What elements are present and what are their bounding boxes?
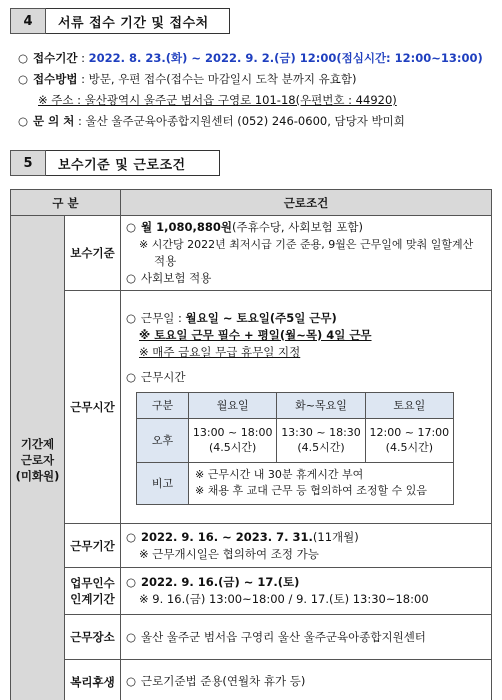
schedule-row-label: 오후: [137, 418, 189, 462]
group-label: 기간제 근로자 (미화원): [11, 216, 65, 700]
welfare-cell: [121, 660, 492, 700]
schedule-remark-label: 비고: [137, 462, 189, 504]
circle-bullet-icon: ○: [126, 310, 137, 325]
circle-bullet-icon: ○: [18, 51, 29, 65]
schedule-remark: ※ 근무시간 내 30분 휴게시간 부여 ※ 채용 후 교대 근무 등 협의하여 조정할 수 있음: [189, 462, 454, 504]
section-5-header: [10, 150, 220, 176]
pay-amount-detail: (주휴수당, 사회보험 포함): [232, 220, 364, 234]
conditions-table: [10, 189, 492, 700]
saturday-note: ※ 토요일 근무 필수 + 평일(월~목) 4일 근무: [139, 327, 372, 342]
address-note: ※ 주소 : 울산광역시 울주군 범서읍 구영로 101-18(우편번호 : 44920): [38, 93, 397, 107]
schedule-header: 토요일: [365, 392, 453, 418]
pay-note-cont: 적용: [154, 254, 177, 268]
handover-value: 2022. 9. 16.(금) ~ 17.(토): [141, 575, 300, 589]
schedule-cell: 12:00 ~ 17:00 (4.5시간): [365, 418, 453, 462]
receipt-method-line: ○ 접수방법 : 방문, 우편 접수(접수는 마감일시 도착 분까지 유효함): [18, 72, 357, 86]
circle-bullet-icon: ○: [18, 114, 29, 128]
inquiry-label: 문 의 처: [33, 114, 75, 128]
handover-label: 업무인수 인계기간: [65, 568, 121, 615]
pay-insurance: 사회보험 적용: [141, 271, 212, 285]
receipt-method-label: 접수방법: [33, 72, 78, 86]
period-note: ※ 근무개시일은 협의하여 조정 가능: [139, 546, 319, 561]
circle-bullet-icon: ○: [126, 674, 137, 688]
section-number: 5: [10, 150, 46, 176]
section-title: 서류 접수 기간 및 접수처: [46, 8, 230, 34]
pay-amount: 월 1,080,880원: [141, 220, 232, 234]
schedule-table: [136, 392, 454, 505]
welfare-label: 복리후생: [65, 660, 121, 700]
inquiry-value: 울산 울주군육아종합지원센터 (052) 246-0600, 담당자 박미희: [85, 114, 405, 128]
circle-bullet-icon: ○: [126, 220, 137, 234]
time-title: 근무시간: [141, 369, 186, 384]
schedule-cell: 13:00 ~ 18:00 (4.5시간): [189, 418, 277, 462]
circle-bullet-icon: ○: [126, 271, 137, 285]
receipt-period-value: 2022. 8. 23.(화) ~ 2022. 9. 2.(금) 12:00(점심시간: 12:00~13:00): [88, 51, 483, 65]
friday-note: ※ 매주 금요일 무급 휴무일 지정: [139, 344, 301, 359]
schedule-header: 구분: [137, 392, 189, 418]
workdays-value: 월요일 ~ 토요일(주5일 근무): [185, 310, 337, 325]
period-months: (11개월): [312, 529, 359, 544]
handover-cell: [121, 568, 492, 615]
pay-label: 보수기준: [65, 216, 121, 291]
welfare-value: 근로기준법 준용(연월차 휴가 등): [141, 674, 306, 688]
place-label: 근무장소: [65, 615, 121, 660]
schedule-cell: 13:30 ~ 18:30 (4.5시간): [277, 418, 365, 462]
hours-label: 근무시간: [65, 291, 121, 524]
circle-bullet-icon: ○: [126, 369, 137, 384]
schedule-header: 월요일: [189, 392, 277, 418]
schedule-header: 화~목요일: [277, 392, 365, 418]
place-value: 울산 울주군 범서읍 구영리 울산 울주군육아종합지원센터: [141, 629, 426, 644]
section-number: 4: [10, 8, 46, 34]
receipt-method-value: 방문, 우편 접수(접수는 마감일시 도착 분까지 유효함): [88, 72, 357, 86]
pay-cell: [121, 216, 492, 291]
period-label: 근무기간: [65, 524, 121, 568]
section-4-header: [10, 8, 230, 34]
pay-note: ※ 시간당 2022년 최저시급 기준 준용, 9월은 근무일에 맞춰 일할계산: [139, 238, 474, 251]
place-cell: [121, 615, 492, 660]
header-conditions: 근로조건: [121, 190, 492, 216]
hours-cell: [121, 291, 492, 524]
handover-note: ※ 9. 16.(금) 13:00~18:00 / 9. 17.(토) 13:30~18:00: [139, 592, 429, 606]
circle-bullet-icon: ○: [126, 629, 137, 644]
period-value: 2022. 9. 16. ~ 2023. 7. 31.: [141, 529, 313, 544]
receipt-period-line: ○ 접수기간 : 2022. 8. 23.(화) ~ 2022. 9. 2.(금) 12:00(점심시간: 12:00~13:00): [18, 51, 483, 65]
header-category: 구 분: [11, 190, 121, 216]
receipt-period-label: 접수기간: [33, 51, 78, 65]
workdays-prefix: 근무일 :: [141, 310, 186, 325]
circle-bullet-icon: ○: [126, 575, 137, 589]
inquiry-line: ○ 문 의 처 : 울산 울주군육아종합지원센터 (052) 246-0600, 담당자 박미희: [18, 114, 405, 128]
circle-bullet-icon: ○: [126, 529, 137, 544]
period-cell: [121, 524, 492, 568]
section-title: 보수기준 및 근로조건: [46, 150, 220, 176]
circle-bullet-icon: ○: [18, 72, 29, 86]
